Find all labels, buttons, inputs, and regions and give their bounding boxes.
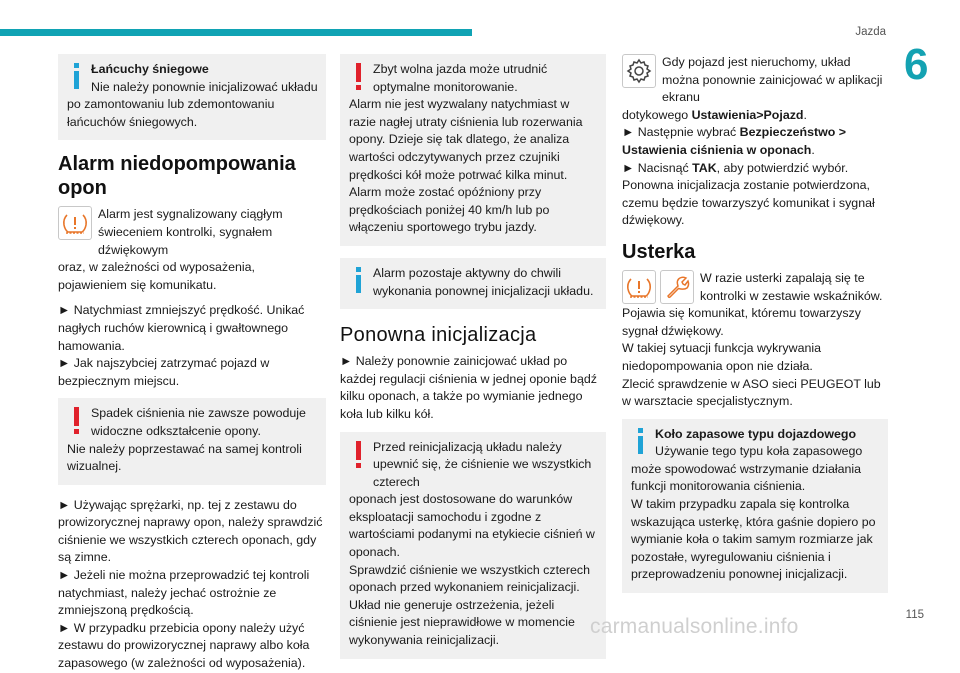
info-box-first-line: Używanie tego typu koła zapasowego [655, 444, 863, 459]
column-right [622, 54, 888, 605]
warning-box-first: Przed reinicjalizacją układu należy upewnić się, że ciśnienie we wszystkich czterech [373, 439, 592, 489]
tyre-pressure-warning-icon [58, 206, 92, 240]
section-label: Jazda [855, 26, 886, 38]
warning-box-first: Spadek ciśnienia nie zawsze powoduje widoczne odkształcenie opony. [91, 406, 306, 438]
warning-box-body: Alarm nie jest wyzwalany natychmiast w razie nagłej utraty ciśnienia lub rozerwania opony. Dzieje się tak dlatego, że analiza wartości odczytywanych przez czujniki prędkości kół może potrwać kilka minut. Alarm może zostać opóźniony przy prędkościach poniżej 40 km/h lub po włączeniu sportowego trybu jazdy. [349, 97, 583, 235]
alarm-bullet-2: ► Jak najszybciej zatrzymać pojazd w bezpiecznym miejscu. [58, 356, 270, 388]
warning-icon [74, 407, 79, 435]
settings-intro [622, 54, 888, 107]
info-box-spare-wheel [622, 419, 888, 593]
bullet-bold: Bezpieczeństwo > Ustawienia ciśnienia w oponach [622, 125, 847, 157]
warning-box-visual [58, 398, 326, 484]
settings-confirm: Ponowna inicjalizacja zostanie potwierdzona, czemu będzie towarzyszyć komunikat i sygnał dźwiękowy. [622, 178, 875, 228]
alarm-intro [58, 206, 326, 259]
service-wrench-icon [660, 270, 694, 304]
heading-reinit: Ponowna inicjalizacja [340, 324, 537, 347]
bullet-pre: ► Nacisnąć [622, 160, 693, 175]
info-box-alarm-active [340, 258, 606, 309]
info-box-title: Koło zapasowe typu dojazdowego [655, 426, 857, 441]
info-icon [74, 63, 79, 89]
settings-bullet-1 [622, 124, 888, 159]
info-box-first-line: Nie należy ponownie inicjalizować układu [91, 79, 318, 94]
warning-icon [356, 441, 361, 469]
tyre-pressure-warning-icon [622, 270, 656, 304]
header-accent-bar [0, 29, 472, 36]
page-number: 115 [905, 609, 924, 622]
column-left [58, 54, 326, 673]
info-box-snow-chains [58, 54, 326, 140]
warning-box-slow-driving [340, 54, 606, 246]
column-middle [340, 54, 606, 671]
watermark: carmanualsonline.info [590, 615, 799, 639]
info-box-body: może spowodować wstrzymanie działania funkcji monitorowania ciśnienia. W takim przypadku zapala się kontrolka wskazująca usterkę, która gaśnie dopiero po wymianie koła o takim samym rozmiarze jak pozostałe, wyregulowaniu ciśnienia i przeprowadzeniu ponownej inicjalizacji. [631, 461, 876, 582]
bullet-post: , aby potwierdzić wybór. [716, 160, 849, 175]
alarm-bullet-4: ► Jeżeli nie można przeprowadzić tej kontroli natychmiast, należy jechać ostrożnie ze zmniejszoną prędkością. [58, 568, 310, 618]
bullet-post: . [811, 142, 815, 157]
fault-body: Pojawia się komunikat, któremu towarzyszy sygnał dźwiękowy. W takiej sytuacji funkcja wykrywania niedopompowania opon nie działa. Zlecić sprawdzenie w ASO sieci PEUGEOT lub w warsztacie specjalistycznym. [622, 306, 881, 409]
warning-box-body: Nie należy poprzestawać na samej kontroli wizualnej. [67, 441, 302, 474]
bullet-bold: TAK [692, 160, 717, 175]
warning-icon [356, 63, 361, 91]
settings-bullet-2 [622, 160, 888, 178]
heading-fault: Usterka [622, 240, 696, 263]
settings-gear-icon [622, 54, 656, 88]
info-box-title: Łańcuchy śniegowe [91, 62, 209, 76]
settings-intro-first: Gdy pojazd jest nieruchomy, układ można ponownie zainicjować w aplikacji ekranu [662, 55, 883, 105]
warning-box-body: oponach jest dostosowane do warunków eksploatacji samochodu i zgodne z wartościami podanymi na etykiecie ciśnień w oponach. Sprawdzić ciśnienie we wszystkich czterech oponach przed wykonaniem reinicjalizacji. Układ nie generuje ostrzeżenia, jeżeli ciśnienie jest nieprawidłowe w momencie wykonywania reinicjalizacji. [349, 492, 595, 648]
alarm-bullet-1: ► Natychmiast zmniejszyć prędkość. Unikać nagłych ruchów kierownicą i gwałtownego hamowania. [58, 303, 305, 353]
fault-intro-first: W razie usterki zapalają się te kontrolki w zestawie wskaźników. [700, 270, 883, 303]
alarm-intro-rest: oraz, w zależności od wyposażenia, pojawieniem się komunikatu. [58, 260, 255, 292]
heading-alarm: Alarm niedopompowania opon [58, 153, 296, 200]
settings-pre: dotykowego [622, 107, 692, 122]
chapter-number: 6 [904, 40, 929, 89]
warning-box-first: Zbyt wolna jazda może utrudnić optymalne monitorowanie. [373, 62, 548, 94]
bullet-pre: ► Następnie wybrać [622, 125, 740, 140]
reinit-bullet-1: ► Należy ponownie zainicjować układ po każdej regulacji ciśnienia w jednej oponie bądź kilku oponach, a także po wymianie jednego koła lub kilku kół. [340, 354, 597, 421]
settings-path: Ustawienia>Pojazd [691, 107, 804, 122]
alarm-bullet-3: ► Używając sprężarki, np. tej z zestawu do prowizorycznej naprawy opon, należy sprawdzić ciśnienie we wszystkich czterech oponach, gdy są zimne. [58, 497, 323, 565]
warning-box-reinit [340, 432, 606, 659]
info-box-body: po zamontowaniu lub zdemontowaniu łańcuchów śniegowych. [67, 97, 275, 129]
alarm-bullet-5: ► W przypadku przebicia opony należy użyć zestawu do prowizorycznej naprawy albo koła zapasowego (w zależności od wyposażenia). [58, 620, 310, 671]
fault-intro [622, 270, 888, 305]
settings-path-line [622, 107, 888, 125]
info-icon [638, 428, 643, 454]
settings-post: . [803, 107, 807, 122]
info-box-text: Alarm pozostaje aktywny do chwili wykonania ponownej inicjalizacji układu. [373, 265, 594, 298]
info-icon [356, 267, 361, 293]
alarm-intro-first: Alarm jest sygnalizowany ciągłym świeceniem kontrolki, sygnałem dźwiękowym [98, 207, 283, 257]
